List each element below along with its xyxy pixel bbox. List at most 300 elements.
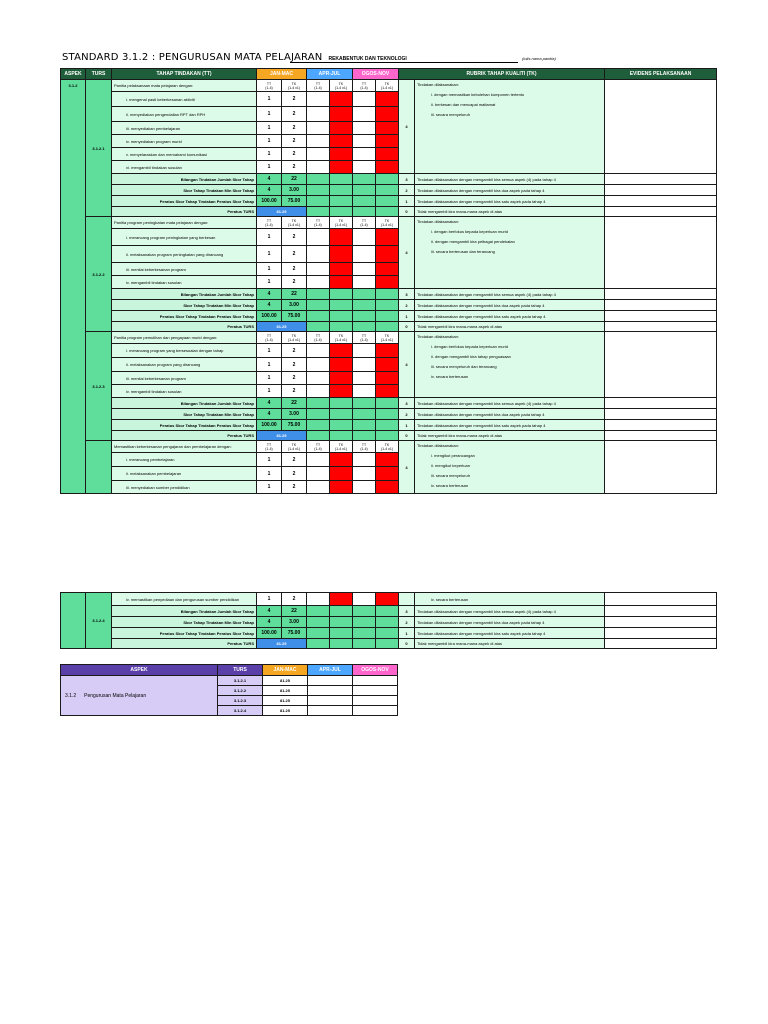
score-tk-on xyxy=(376,229,399,246)
tk-label: TK xyxy=(338,218,344,223)
scale-number: 1 xyxy=(399,420,415,431)
scale-text: Tidak mengambil kira mana-mana aspek di atas xyxy=(415,322,605,332)
score-tt-on xyxy=(353,107,376,122)
calc-empty xyxy=(307,431,330,441)
score-tk-jm: 2 xyxy=(282,161,307,174)
peratus-turs-row xyxy=(61,431,717,441)
scale-number: 0 xyxy=(399,431,415,441)
tt-label: TT xyxy=(361,442,367,447)
evidence-cell xyxy=(605,80,717,174)
summary-on xyxy=(353,696,398,706)
header-aspek: ASPEK xyxy=(61,69,86,80)
calc-empty xyxy=(376,185,399,196)
rubric-item: i. mengikut perancangan xyxy=(431,453,475,458)
calc-empty xyxy=(376,420,399,431)
calc-empty xyxy=(307,322,330,332)
calc-empty xyxy=(353,606,376,617)
calc-empty xyxy=(353,196,376,207)
calc-empty xyxy=(353,409,376,420)
section-intro-row xyxy=(61,441,717,453)
score-tk-aj xyxy=(330,481,353,494)
col-label-tt xyxy=(307,217,330,229)
score-tt-aj xyxy=(307,372,330,385)
tt-label: TT xyxy=(266,333,272,338)
action-item: i. merancang program peningkatan yang berkesan xyxy=(112,229,257,246)
tk-label: TK xyxy=(384,81,390,86)
tt-sub-label: (1-4) xyxy=(360,222,368,227)
tt-sub-label: (1-4) xyxy=(265,446,273,451)
tt-sub-label: (1-4) xyxy=(314,446,322,451)
action-item: vi. mengambil tindakan susulan xyxy=(112,161,257,174)
score-tt-on xyxy=(353,481,376,494)
score-tt-on xyxy=(353,453,376,467)
score-tk-on xyxy=(376,372,399,385)
summary-header-jan-mac: JAN-MAC xyxy=(263,665,308,676)
calc-empty xyxy=(330,174,353,185)
rubric-head: Tindakan dilaksanakan: xyxy=(417,219,459,224)
action-item: iii. menyediakan pembelajaran xyxy=(112,122,257,135)
tk-label: TK xyxy=(338,333,344,338)
action-item: iv. mengambil tindakan susulan xyxy=(112,276,257,289)
header-ogos-nov: OGOS-NOV xyxy=(353,69,399,80)
calc-empty xyxy=(376,409,399,420)
score-tk-jm: 2 xyxy=(282,107,307,122)
scale-number: 0 xyxy=(399,639,415,649)
tt-sub-label: (1-4) xyxy=(314,222,322,227)
calc-empty xyxy=(353,398,376,409)
score-tk-on xyxy=(376,344,399,358)
calc-row xyxy=(61,196,717,207)
tk-sub-label: (1-4 x1) xyxy=(287,337,301,342)
calc-empty xyxy=(353,289,376,300)
summary-jm: 81.25 xyxy=(263,686,308,696)
col-label-tk xyxy=(376,332,399,344)
rubric-item: ii. mengikut keperluan xyxy=(431,463,470,468)
score-tt-on xyxy=(353,246,376,263)
score-tk-aj xyxy=(330,263,353,276)
score-tt-aj xyxy=(307,107,330,122)
score-tt-jm: 1 xyxy=(257,344,282,358)
scale-text: Tindakan dilaksanakan dengan mengambil kira semua aspek (4) pada tahap 4 xyxy=(415,174,605,185)
score-tk-aj xyxy=(330,161,353,174)
score-tt-jm: 1 xyxy=(257,122,282,135)
calc-row xyxy=(61,174,717,185)
tt-sub-label: (1-4) xyxy=(265,222,273,227)
calc-value-tk: 75.00 xyxy=(282,420,307,431)
calc-value-tk: 22 xyxy=(282,398,307,409)
tt-label: TT xyxy=(266,442,272,447)
scale-text: Tindakan dilaksanakan dengan mengambil kira semua aspek (4) pada tahap 4 xyxy=(415,289,605,300)
score-tt-on xyxy=(353,593,376,606)
calc-row xyxy=(61,289,717,300)
tk-label: TK xyxy=(338,442,344,447)
score-tk-aj xyxy=(330,122,353,135)
tk-sub-label: (1-4 x1) xyxy=(380,85,394,90)
tk-sub-label: (1-4 x1) xyxy=(334,85,348,90)
calc-empty xyxy=(353,420,376,431)
rubric-text xyxy=(415,217,605,289)
calc-value-tk: 22 xyxy=(282,606,307,617)
header-rubrik: RUBRIK TAHAP KUALITI (TK) xyxy=(399,69,605,80)
tt-sub-label: (1-4) xyxy=(360,446,368,451)
summary-on xyxy=(353,706,398,716)
scale-number: 3 xyxy=(399,289,415,300)
tt-sub-label: (1-4) xyxy=(314,85,322,90)
calc-empty xyxy=(353,431,376,441)
calc-value-tt: 4 xyxy=(257,409,282,420)
scale-text: Tindakan dilaksanakan dengan mengambil kira dua aspek pada tahap 4 xyxy=(415,185,605,196)
calc-value-tt: 100.00 xyxy=(257,196,282,207)
calc-empty xyxy=(330,628,353,639)
calc-row xyxy=(61,300,717,311)
peratus-turs-value: 81.25 xyxy=(257,207,307,217)
col-label-tt xyxy=(307,441,330,453)
aspek-cont xyxy=(61,593,86,649)
calc-empty xyxy=(330,409,353,420)
score-tk-on xyxy=(376,122,399,135)
tk-sub-label: (1-4 x1) xyxy=(334,446,348,451)
main-table xyxy=(60,68,717,494)
tt-label: TT xyxy=(315,333,321,338)
rubric-text xyxy=(415,80,605,174)
summary-aspek xyxy=(61,676,218,716)
calc-value-tt: 4 xyxy=(257,185,282,196)
calc-empty xyxy=(307,311,330,322)
tk-label: TK xyxy=(291,81,297,86)
scale-number: 3 xyxy=(399,174,415,185)
tt-sub-label: (1-4) xyxy=(265,85,273,90)
calc-value-tt: 100.00 xyxy=(257,628,282,639)
header-tahap: TAHAP TINDAKAN (TT) xyxy=(112,69,257,80)
score-tt-jm: 1 xyxy=(257,107,282,122)
tk-sub-label: (1-4 x1) xyxy=(380,222,394,227)
col-label-tt xyxy=(257,80,282,92)
rubric-item: i. dengan memastikan kebolehan komponen tertentu xyxy=(431,92,525,97)
score-tt-on xyxy=(353,385,376,398)
calc-empty xyxy=(353,300,376,311)
scale-text: Tindakan dilaksanakan dengan mengambil kira satu aspek pada tahap 4 xyxy=(415,311,605,322)
header-turs: TURS xyxy=(86,69,112,80)
col-label-tk xyxy=(330,332,353,344)
calc-value-tk: 3.00 xyxy=(282,617,307,628)
evidence-cell xyxy=(605,311,717,322)
calc-label: Skor Tahap Tindakan Min Skor Tahap xyxy=(112,185,257,196)
calc-label: Peratus Skor Tahap Tindakan Peratus Skor Tahap xyxy=(112,628,257,639)
calc-empty xyxy=(307,398,330,409)
calc-empty xyxy=(307,639,330,649)
summary-code: 3.1.2 xyxy=(65,692,77,699)
section-intro-row xyxy=(61,80,717,92)
calc-value-tt: 100.00 xyxy=(257,420,282,431)
col-label-tt xyxy=(353,217,376,229)
score-tk-on xyxy=(376,135,399,148)
calc-empty xyxy=(376,606,399,617)
action-item: i. merancang program yang bersesuaian dengan tahap xyxy=(112,344,257,358)
tt-label: TT xyxy=(361,333,367,338)
score-tt-on xyxy=(353,372,376,385)
peratus-turs-value: 81.25 xyxy=(257,322,307,332)
calc-empty xyxy=(307,409,330,420)
calc-empty xyxy=(353,185,376,196)
score-tk-on xyxy=(376,246,399,263)
evidence-cell xyxy=(605,217,717,289)
summary-on xyxy=(353,676,398,686)
calc-empty xyxy=(330,617,353,628)
col-label-tk xyxy=(282,217,307,229)
peratus-turs-row xyxy=(61,322,717,332)
calc-row xyxy=(61,311,717,322)
tt-sub-label: (1-4) xyxy=(360,337,368,342)
action-item: i. mengenal pasti keberkesanan aktiviti xyxy=(112,92,257,107)
tt-sub-label: (1-4) xyxy=(360,85,368,90)
col-label-tt xyxy=(257,332,282,344)
calc-value-tt: 4 xyxy=(257,398,282,409)
score-tt-jm: 1 xyxy=(257,229,282,246)
score-tk-aj xyxy=(330,453,353,467)
summary-turs: 3.1.2.2 xyxy=(218,686,263,696)
evidence-cell xyxy=(605,196,717,207)
calc-row xyxy=(61,420,717,431)
col-label-tk xyxy=(330,441,353,453)
score-tt-jm: 1 xyxy=(257,481,282,494)
score-tk-jm: 2 xyxy=(282,593,307,606)
score-tk-aj xyxy=(330,135,353,148)
score-tt-jm: 1 xyxy=(257,161,282,174)
action-item: iii. menyediakan sumber pendidikan xyxy=(112,481,257,494)
calc-value-tt: 4 xyxy=(257,289,282,300)
calc-value-tk: 22 xyxy=(282,174,307,185)
action-item-row xyxy=(61,593,717,606)
evidence-cell xyxy=(605,441,717,494)
calc-label: Bilangan Tindakan Jumlah Skor Tahap xyxy=(112,398,257,409)
action-item: ii. melaksanakan program yang dirancang xyxy=(112,358,257,372)
calc-row xyxy=(61,409,717,420)
col-label-tt xyxy=(353,441,376,453)
score-tk-jm: 2 xyxy=(282,344,307,358)
evidence-cell xyxy=(605,185,717,196)
score-tt-on xyxy=(353,358,376,372)
scale-text: Tindakan dilaksanakan dengan mengambil kira satu aspek pada tahap 4 xyxy=(415,196,605,207)
calc-empty xyxy=(307,628,330,639)
score-tt-jm: 1 xyxy=(257,467,282,481)
tk-sub-label: (1-4 x1) xyxy=(380,337,394,342)
col-label-tk xyxy=(330,217,353,229)
evidence-cell xyxy=(605,409,717,420)
score-tk-jm: 2 xyxy=(282,229,307,246)
header-apr-jul: APR-JUL xyxy=(307,69,353,80)
calc-label: Peratus Skor Tahap Tindakan Peratus Skor Tahap xyxy=(112,420,257,431)
scale-text: Tindakan dilaksanakan dengan mengambil kira semua aspek (4) pada tahap 4 xyxy=(415,398,605,409)
tk-sub-label: (1-4 x1) xyxy=(287,446,301,451)
turs-code: 3.1.2.3 xyxy=(86,332,112,441)
score-tt-aj xyxy=(307,246,330,263)
calc-empty xyxy=(376,196,399,207)
calc-empty xyxy=(330,196,353,207)
score-tt-jm: 1 xyxy=(257,263,282,276)
summary-header-ogos-nov: OGOS-NOV xyxy=(353,665,398,676)
action-item: iii. menilai keberkesanan program xyxy=(112,263,257,276)
scale-number: 2 xyxy=(399,300,415,311)
score-tk-jm: 2 xyxy=(282,385,307,398)
col-label-tt xyxy=(257,441,282,453)
tk-label: TK xyxy=(291,333,297,338)
score-tt-on xyxy=(353,161,376,174)
tk-label: TK xyxy=(384,442,390,447)
scale-number: 1 xyxy=(399,196,415,207)
title-sub: REKABENTUK DAN TEKNOLOGI xyxy=(328,56,407,62)
scale-text: Tindakan dilaksanakan dengan mengambil kira dua aspek pada tahap 4 xyxy=(415,300,605,311)
calc-label: Bilangan Tindakan Jumlah Skor Tahap xyxy=(112,174,257,185)
calc-label: Bilangan Tindakan Jumlah Skor Tahap xyxy=(112,289,257,300)
score-tt-aj xyxy=(307,161,330,174)
tk-sub-label: (1-4 x1) xyxy=(380,446,394,451)
calc-value-tk: 3.00 xyxy=(282,300,307,311)
evidence-cell xyxy=(605,398,717,409)
calc-empty xyxy=(353,639,376,649)
rubric-item: i. dengan berfokus kepada keperluan murid xyxy=(431,229,508,234)
score-tt-aj xyxy=(307,453,330,467)
scale-number: 2 xyxy=(399,409,415,420)
scale-number: 2 xyxy=(399,185,415,196)
tk-sub-label: (1-4 x1) xyxy=(334,222,348,227)
calc-empty xyxy=(353,207,376,217)
col-label-tk xyxy=(376,441,399,453)
evidence-cell xyxy=(605,207,717,217)
calc-empty xyxy=(330,289,353,300)
rubric-item: i. dengan berfokus kepada keperluan murid xyxy=(431,344,508,349)
summary-name: Pengurusan Mata Pelajaran xyxy=(84,692,147,699)
score-tt-jm: 1 xyxy=(257,92,282,107)
tk-label: TK xyxy=(384,333,390,338)
rubric-item: iv. secara berterusan xyxy=(415,593,605,606)
rubric-head: Tindakan dilaksanakan: xyxy=(417,82,459,87)
evidence-cell xyxy=(605,639,717,649)
summary-turs: 3.1.2.1 xyxy=(218,676,263,686)
rubric-item: iii. secara menyeluruh xyxy=(431,473,470,478)
calc-empty xyxy=(353,311,376,322)
calc-value-tk: 22 xyxy=(282,289,307,300)
evidence-cell xyxy=(605,593,717,606)
score-tk-aj xyxy=(330,148,353,161)
peratus-turs-label: Peratus TURS xyxy=(112,431,257,441)
peratus-turs-label: Peratus TURS xyxy=(112,207,257,217)
summary-turs: 3.1.2.3 xyxy=(218,696,263,706)
calc-row xyxy=(61,628,717,639)
score-tt-jm: 1 xyxy=(257,148,282,161)
calc-empty xyxy=(330,311,353,322)
evidence-cell xyxy=(605,617,717,628)
scale-number: 2 xyxy=(399,617,415,628)
calc-empty xyxy=(376,174,399,185)
score-tk-jm: 2 xyxy=(282,246,307,263)
calc-empty xyxy=(307,617,330,628)
calc-value-tk: 3.00 xyxy=(282,185,307,196)
col-label-tk xyxy=(330,80,353,92)
score-tk-on xyxy=(376,161,399,174)
col-label-tt xyxy=(257,217,282,229)
calc-value-tt: 4 xyxy=(257,174,282,185)
action-item: iv. memastikan penyediaan dan pengurusan sumber pendidikan xyxy=(112,593,257,606)
score-tk-on xyxy=(376,467,399,481)
scale-text: Tindakan dilaksanakan dengan mengambil kira semua aspek (4) pada tahap 4 xyxy=(415,606,605,617)
rubric-score: 4 xyxy=(399,80,415,174)
rubric-item: iii. secara menyeluruh xyxy=(431,112,470,117)
tt-label: TT xyxy=(315,81,321,86)
score-tt-aj xyxy=(307,135,330,148)
score-tk-on xyxy=(376,453,399,467)
calc-empty xyxy=(330,185,353,196)
scale-text: Tindakan dilaksanakan dengan mengambil kira satu aspek pada tahap 4 xyxy=(415,420,605,431)
calc-empty xyxy=(330,300,353,311)
evidence-cell xyxy=(605,606,717,617)
score-tk-aj xyxy=(330,92,353,107)
evidence-cell xyxy=(605,300,717,311)
col-label-tt xyxy=(353,332,376,344)
scale-number: 3 xyxy=(399,606,415,617)
score-tt-jm: 1 xyxy=(257,372,282,385)
rubric-score: 4 xyxy=(399,217,415,289)
score-tt-jm: 1 xyxy=(257,385,282,398)
scale-text: Tidak mengambil kira mana-mana aspek di atas xyxy=(415,431,605,441)
calc-empty xyxy=(376,207,399,217)
section-intro-row xyxy=(61,217,717,229)
title-underline xyxy=(290,62,518,63)
calc-label: Skor Tahap Tindakan Min Skor Tahap xyxy=(112,617,257,628)
score-tk-jm: 2 xyxy=(282,372,307,385)
calc-empty xyxy=(307,300,330,311)
score-tt-on xyxy=(353,263,376,276)
score-tt-on xyxy=(353,148,376,161)
rubric-score xyxy=(399,593,415,606)
calc-empty xyxy=(376,639,399,649)
calc-label: Skor Tahap Tindakan Min Skor Tahap xyxy=(112,409,257,420)
peratus-turs-label: Peratus TURS xyxy=(112,322,257,332)
calc-label: Skor Tahap Tindakan Min Skor Tahap xyxy=(112,300,257,311)
score-tt-jm: 1 xyxy=(257,246,282,263)
rubric-item: iii. secara berterusan dan terancang xyxy=(431,249,495,254)
calc-empty xyxy=(376,628,399,639)
score-tt-aj xyxy=(307,148,330,161)
calc-empty xyxy=(353,617,376,628)
score-tk-on xyxy=(376,92,399,107)
calc-empty xyxy=(307,185,330,196)
rubric-item: ii. dengan mengambil kira pelbagai pendekatan xyxy=(431,239,515,244)
turs-code: 3.1.2.2 xyxy=(86,217,112,332)
evidence-cell xyxy=(605,628,717,639)
summary-aj xyxy=(308,696,353,706)
calc-empty xyxy=(376,311,399,322)
score-tk-jm: 2 xyxy=(282,135,307,148)
scale-text: Tidak mengambil kira mana-mana aspek di atas xyxy=(415,639,605,649)
calc-empty xyxy=(376,300,399,311)
evidence-cell xyxy=(605,332,717,398)
calc-empty xyxy=(330,322,353,332)
calc-empty xyxy=(330,207,353,217)
score-tk-on xyxy=(376,276,399,289)
calc-empty xyxy=(330,431,353,441)
calc-empty xyxy=(376,322,399,332)
calc-empty xyxy=(330,606,353,617)
summary-header-aspek: ASPEK xyxy=(61,665,218,676)
summary-jm: 81.25 xyxy=(263,676,308,686)
summary-turs: 3.1.2.4 xyxy=(218,706,263,716)
score-tk-aj xyxy=(330,229,353,246)
calc-row xyxy=(61,185,717,196)
scale-text: Tindakan dilaksanakan dengan mengambil kira dua aspek pada tahap 4 xyxy=(415,617,605,628)
col-label-tt xyxy=(307,332,330,344)
tk-label: TK xyxy=(291,442,297,447)
peratus-turs-label: Peratus TURS xyxy=(112,639,257,649)
